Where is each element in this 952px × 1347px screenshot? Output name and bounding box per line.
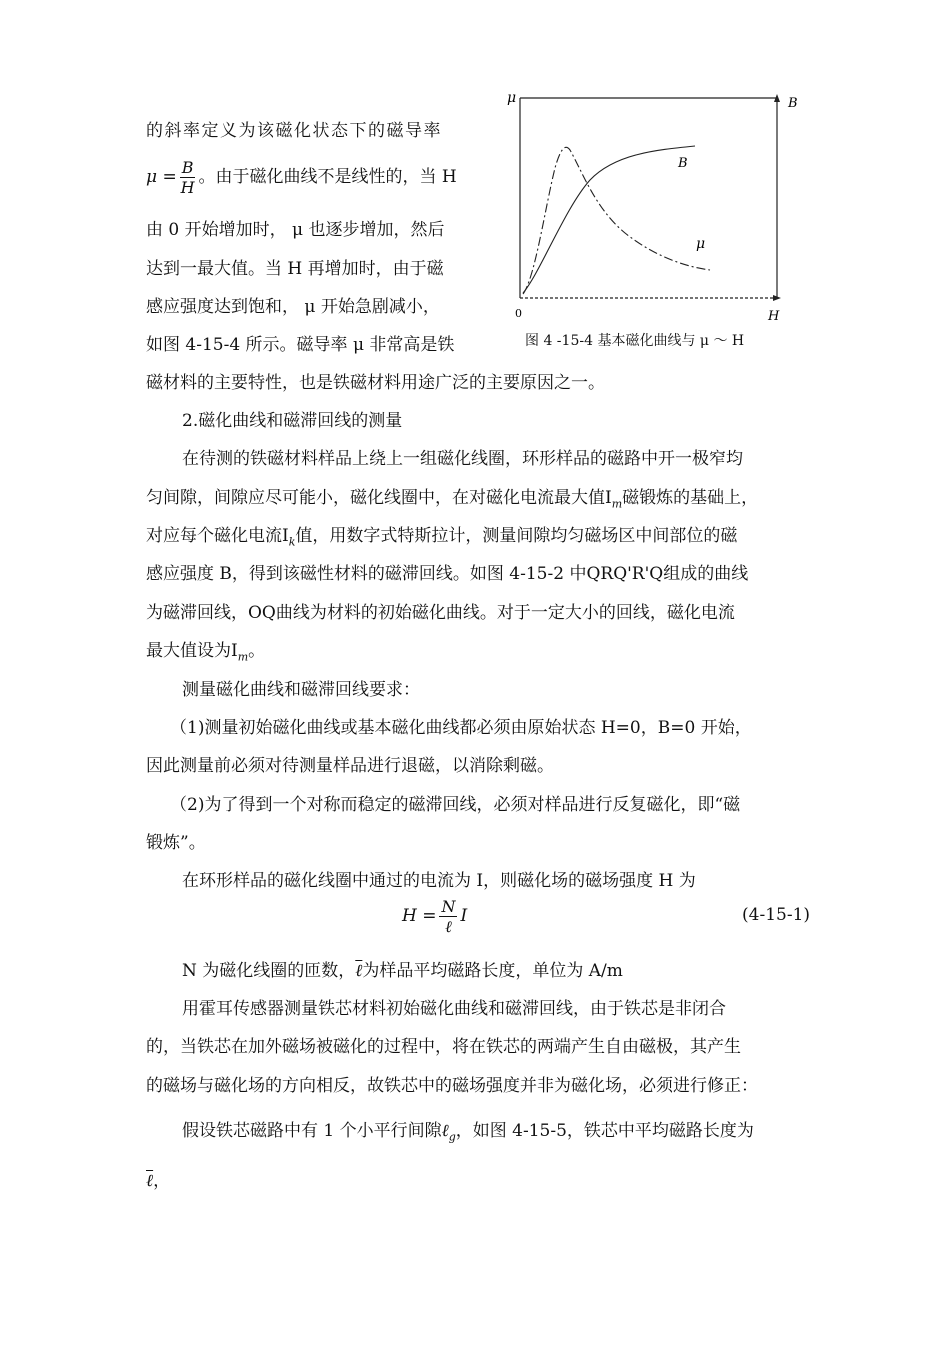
origin-label: 0 [515, 307, 522, 320]
curve-b-label: B [678, 156, 688, 171]
eq-lhs: H = [402, 906, 437, 926]
fraction-denominator: H [180, 178, 195, 197]
text-run: 磁锻炼的基础上， [622, 488, 759, 508]
subscript: m [611, 497, 623, 511]
equation [402, 897, 467, 936]
text-run: 对应每个磁化电流I [146, 526, 289, 546]
text-line: （1)测量初始磁化曲线或基本磁化曲线都必须由原始状态 H=0，B=0 开始， [170, 718, 752, 738]
mu-definition-line [146, 158, 457, 202]
x-label: H [768, 309, 780, 324]
l-bar-symbol: ℓ [146, 1171, 154, 1191]
eq-numerator: N [441, 897, 456, 916]
text-line [146, 1170, 170, 1192]
eq-denominator: ℓ [445, 917, 452, 936]
text-run: 假设铁芯磁路中有 1 个小平行间隙 [182, 1121, 442, 1141]
text-line: 为磁滞回线，OQ曲线为材料的初始磁化曲线。对于一定大小的回线，磁化电流 [146, 603, 735, 623]
b-over-h-fraction [180, 158, 196, 197]
text-run: ， [153, 1171, 171, 1191]
curve-mu-label: μ [696, 236, 706, 252]
text-line: 在环形样品的磁化线圈中通过的电流为 I，则磁化场的磁场强度 H 为 [182, 871, 696, 891]
text-line: 达到一最大值。当 H 再增加时，由于磁 [146, 259, 444, 279]
text-run: 为样品平均磁路长度，单位为 A/m [362, 961, 623, 981]
text-line: 的斜率定义为该磁化状态下的磁导率 [146, 121, 442, 141]
fraction-numerator: B [181, 158, 194, 177]
text-line [146, 487, 758, 515]
equation-number: (4-15-1) [742, 905, 811, 925]
text-line: 由 0 开始增加时， μ 也逐步增加，然后 [146, 220, 445, 240]
figure-caption: 图 4 -15-4 基本磁化曲线与 μ ～ H [525, 333, 745, 349]
text-run: 最大值设为I [146, 641, 238, 661]
mu-eq-prefix: μ = [146, 167, 177, 187]
text-line: 测量磁化曲线和磁滞回线要求： [182, 680, 420, 700]
subscript: m [237, 650, 249, 664]
text-line: 感应强度达到饱和， μ 开始急剧减小， [146, 297, 440, 317]
text-line: 的，当铁芯在加外磁场被磁化的过程中，将在铁芯的两端产生自由磁极，其产生 [146, 1037, 741, 1057]
text-line [146, 525, 737, 553]
eq-fraction [439, 897, 457, 936]
text-run: N 为磁化线圈的匝数， [182, 961, 356, 981]
text-line: 的磁场与磁化场的方向相反，故铁芯中的磁场强度并非为磁化场，必须进行修正： [146, 1076, 758, 1096]
text-line [146, 640, 265, 668]
l-bar-symbol: ℓ [355, 961, 363, 981]
text-run: ，如图 4-15-5，铁芯中平均磁路长度为 [455, 1121, 754, 1141]
text-run: 值，用数字式特斯拉计，测量间隙均匀磁场区中间部位的磁 [295, 526, 738, 546]
text-line: （2)为了得到一个对称而稳定的磁滞回线，必须对样品进行反复磁化，即“磁 [170, 795, 741, 815]
text-line: 磁材料的主要特性，也是铁磁材料用途广泛的主要原因之一。 [146, 373, 605, 393]
text-line: 感应强度 B，得到该磁性材料的磁滞回线。如图 4-15-2 中QRQ'R'Q组成的曲线 [146, 564, 749, 584]
text-line: 因此测量前必须对待测量样品进行退磁，以消除剩磁。 [146, 756, 554, 776]
b-curve [523, 146, 695, 293]
text-line [182, 960, 623, 982]
y-right-label: B [788, 96, 798, 111]
y-left-label: μ [507, 90, 517, 106]
text-line: 用霍耳传感器测量铁芯材料初始磁化曲线和磁滞回线，由于铁芯是非闭合 [182, 999, 726, 1019]
eq-rhs: I [460, 906, 468, 926]
section-heading: 2.磁化曲线和磁滞回线的测量 [182, 411, 403, 431]
text-line: 如图 4-15-4 所示。磁导率 μ 非常高是铁 [146, 335, 455, 355]
text-line [182, 1120, 754, 1148]
text-line: 锻炼”。 [146, 833, 206, 853]
text-run: 。由于磁化曲线不是线性的，当 H [198, 167, 457, 187]
lg-symbol: ℓ [441, 1121, 449, 1141]
subscript: g [448, 1130, 456, 1144]
text-line: 在待测的铁磁材料样品上绕上一组磁化线圈，环形样品的磁路中开一极窄均 [182, 449, 743, 469]
magnetization-curve-figure [505, 88, 805, 358]
text-run: 。 [248, 641, 266, 661]
text-run: 匀间隙，间隙应尽可能小，磁化线圈中，在对磁化电流最大值I [146, 488, 612, 508]
subscript: k [288, 535, 296, 549]
